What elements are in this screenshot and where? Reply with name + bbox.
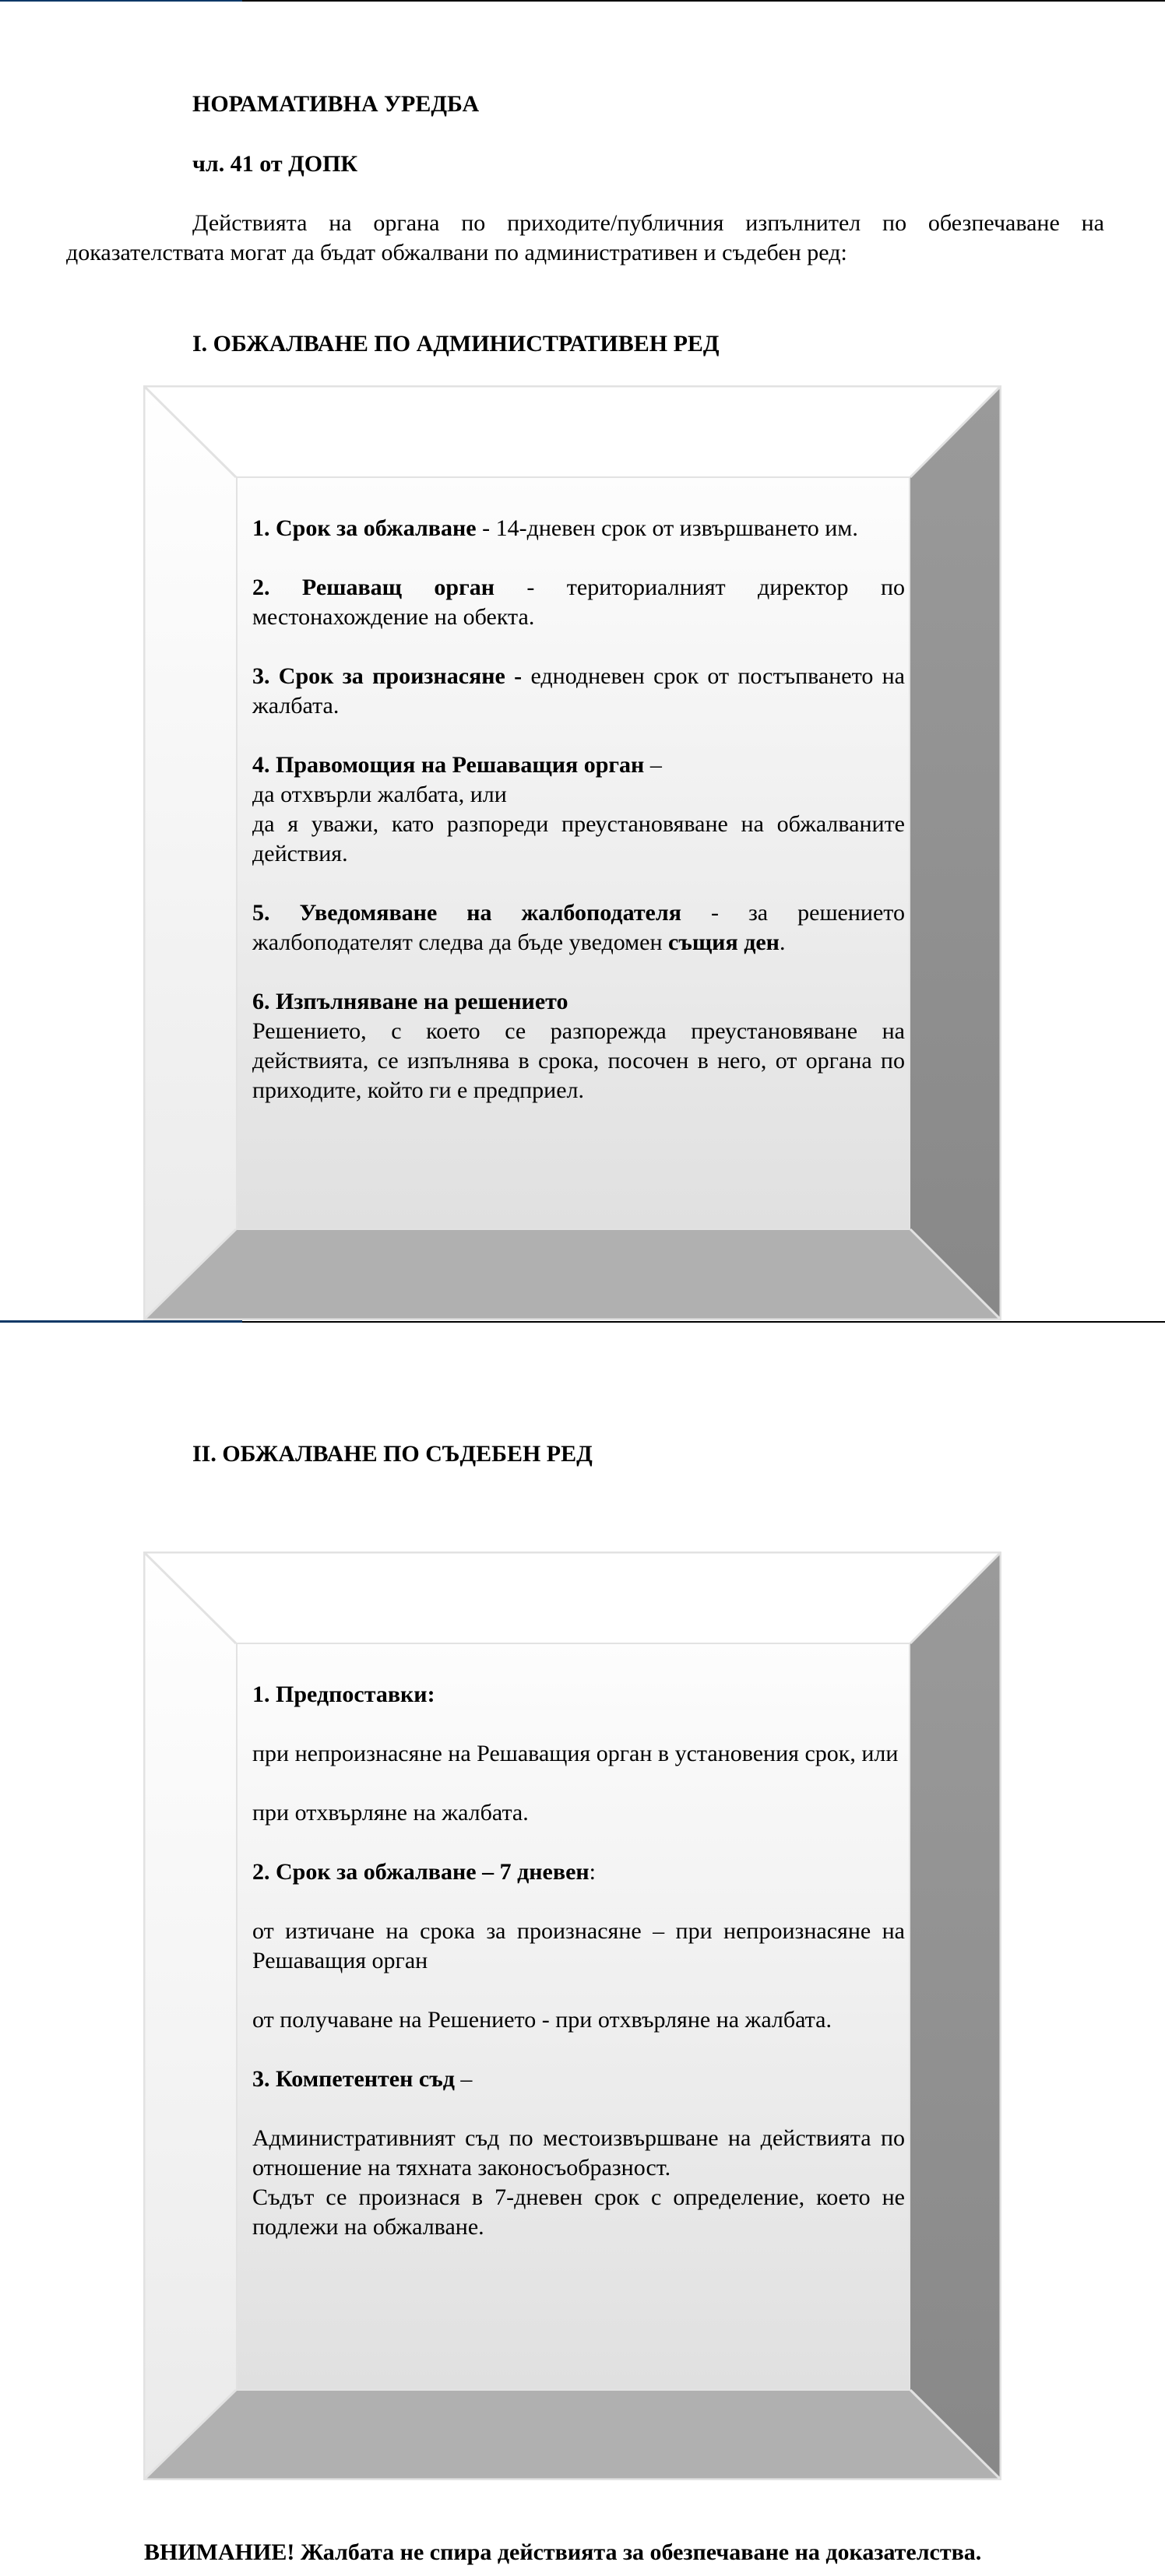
s1-item-5-sep: -: [681, 900, 748, 926]
page-break-accent-bar: [0, 1320, 242, 1323]
s1-item-5-text: за решението жалбоподателят следва да бъде уведомен: [252, 900, 905, 955]
s2-item-1-title: [252, 1680, 905, 1710]
section2-heading: II. ОБЖАЛВАНЕ ПО СЪДЕБЕН РЕД: [192, 1441, 593, 1467]
s1-item-2: [252, 573, 905, 632]
s1-item-2-sep: -: [495, 575, 567, 600]
section1-bevel-box: [143, 385, 1001, 1320]
intro-paragraph: Действията на органа по приходите/публичния изпълнител по обезпечаване на доказателствата могат да бъдат обжалвани по административен и съдебен ред:: [66, 210, 1104, 265]
section1-heading: I. ОБЖАЛВАНЕ ПО АДМИНИСТРАТИВЕН РЕД: [192, 331, 720, 357]
s1-item-2-text: териториалният директор по местонахождение на обекта.: [252, 575, 905, 630]
s2-item-3-title-text: 3. Компетентен съд: [252, 2066, 455, 2092]
s2-item-2-title: [252, 1857, 905, 1887]
s1-item-4: [252, 750, 905, 780]
section2-content: [252, 1680, 905, 2242]
s2-item-3-title: [252, 2065, 905, 2094]
header-accent-bar: [0, 0, 242, 2]
s1-item-5-emphasis: същия ден: [668, 930, 780, 955]
s1-item-1-text: 14-дневен срок от извършването им.: [495, 515, 858, 541]
s2-item-2-line-1: от изтичане на срока за произнасяне – при непроизнасяне на Решаващия орган: [252, 1918, 905, 1973]
page-break-rule: [0, 1321, 1165, 1323]
s1-item-3-text: еднодневен срок от постъпването на жалбата.: [252, 663, 905, 719]
s2-item-1-line-2: при отхвърляне на жалбата.: [252, 1800, 529, 1826]
s2-item-3-line-1: Административният съд по местоизвършване на действията по отношение на тяхната законосъобразност.: [252, 2125, 905, 2181]
s1-item-4-title: 4. Правомощия на Решаващия орган: [252, 752, 645, 778]
s1-item-5-end: .: [779, 930, 786, 955]
s1-item-1-sep: -: [476, 515, 496, 541]
s2-item-3-end: –: [454, 2066, 473, 2092]
s1-item-1-title: 1. Срок за обжалване: [252, 515, 477, 541]
s1-item-3-title: 3. Срок за произнасяне -: [252, 663, 523, 689]
s1-item-6-title: 6. Изпълняване на решението: [252, 989, 568, 1014]
s2-item-2-end: :: [589, 1859, 597, 1885]
section1-content: [252, 514, 905, 1105]
s1-item-1: [252, 514, 905, 543]
s2-item-2-title-text: 2. Срок за обжалване – 7 дневен: [252, 1859, 590, 1885]
s2-item-3-line-2: Съдът се произнася в 7-дневен срок с определение, което не подлежи на обжалване.: [252, 2184, 905, 2240]
s1-item-4-line-1: да отхвърли жалбата, или: [252, 782, 507, 807]
warning-notice: ВНИМАНИЕ! Жалбата не спира действията за обезпечаване на доказателства.: [144, 2539, 982, 2565]
s1-item-2-title: 2. Решаващ орган: [252, 575, 495, 600]
s1-item-3: [252, 662, 905, 721]
s1-item-4-line-2: да я уважи, като разпореди преустановяване на обжалваните действия.: [252, 811, 905, 866]
section2-bevel-box: [143, 1552, 1001, 2480]
s2-item-1-title-text: 1. Предпоставки:: [252, 1682, 435, 1707]
s1-item-3-sep: [522, 663, 530, 689]
page-top-rule: [0, 0, 1165, 2]
s1-item-6: [252, 987, 905, 1017]
s1-item-6-line-1: Решението, с което се разпорежда преустановяване на действията, се изпълнява в срока, посочен в него, от органа по приходите, който ги е предприел.: [252, 1018, 905, 1103]
s1-item-4-dash: –: [649, 752, 662, 778]
document-title: НОРАМАТИВНА УРЕДБА: [192, 91, 480, 117]
s1-item-5-title: 5. Уведомяване на жалбоподателя: [252, 900, 681, 926]
article-reference: чл. 41 от ДОПК: [192, 151, 358, 177]
s1-item-4-sep: [644, 752, 650, 778]
s1-item-5: [252, 898, 905, 958]
s2-item-1-line-1: при непроизнасяне на Решаващия орган в установения срок, или: [252, 1741, 899, 1766]
s2-item-2-line-2: от получаване на Решението - при отхвърляне на жалбата.: [252, 2007, 832, 2033]
